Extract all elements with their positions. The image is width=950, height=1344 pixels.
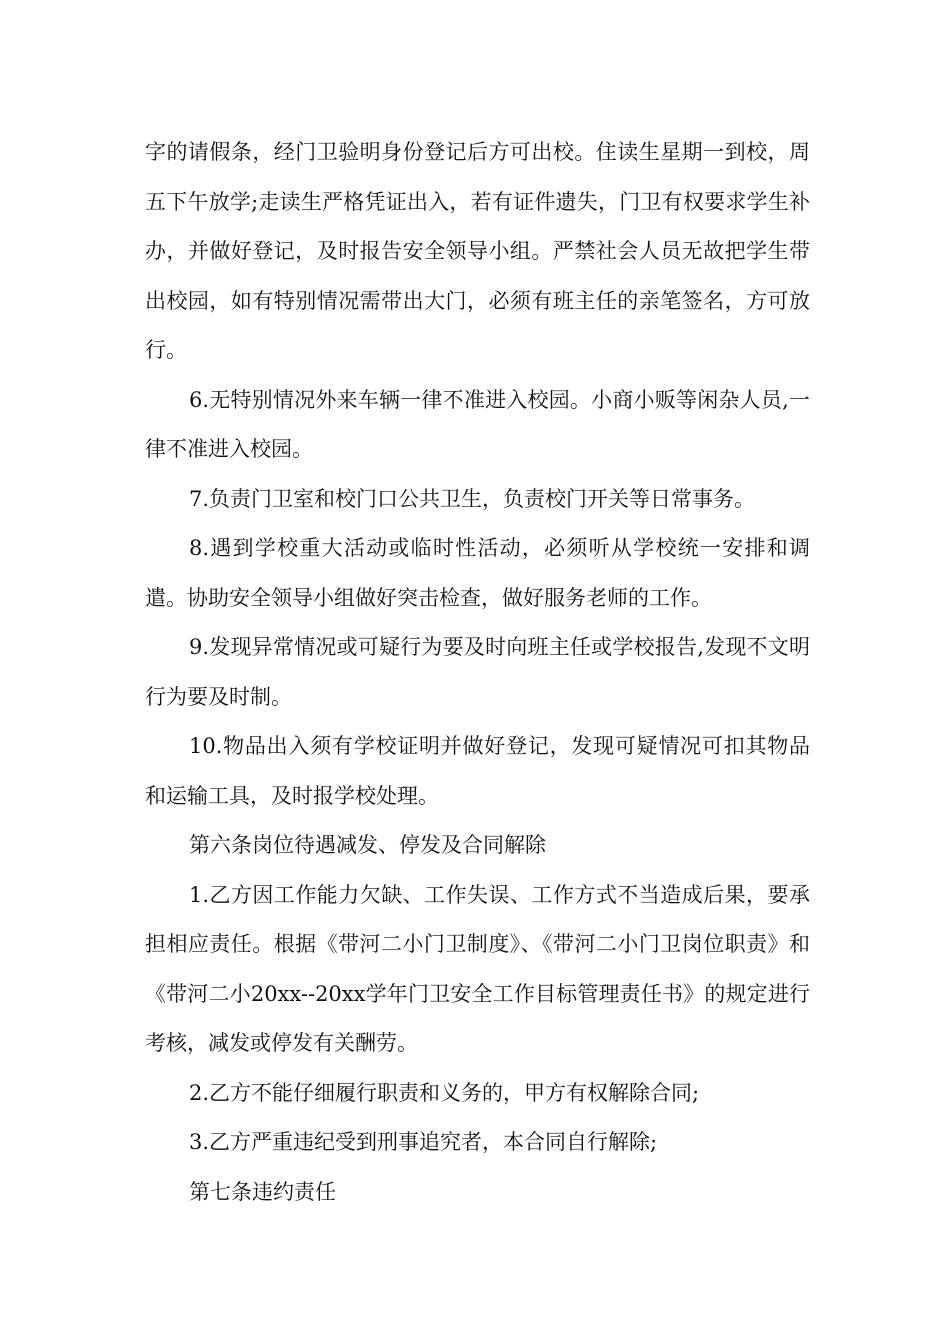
paragraph-item-10: 10.物品出入须有学校证明并做好登记，发现可疑情况可扣其物品和运输工具，及时报学校处理。 — [145, 734, 810, 808]
paragraph-item-7: 7.负责门卫室和校门口公共卫生，负责校门开关等日常事务。 — [189, 486, 756, 511]
paragraph-item-9: 9.发现异常情况或可疑行为要及时向班主任或学校报告,发现不文明行为要及时制。 — [145, 635, 810, 709]
paragraph-item-6: 6.无特别情况外来车辆一律不准进入校园。小商小贩等闲杂人员,一律不准进入校园。 — [145, 387, 810, 461]
paragraph-item-8: 8.遇到学校重大活动或临时性活动，必须听从学校统一安排和调遣。协助安全领导小组做好突击检查，做好服务老师的工作。 — [145, 536, 810, 610]
paragraph-continuation: 字的请假条，经门卫验明身份登记后方可出校。住读生星期一到校，周五下午放学;走读生严格凭证出入，若有证件遗失，门卫有权要求学生补办，并做好登记，及时报告安全领导小组。严禁社会人员无故把学生带出校园，如有特别情况需带出大门，必须有班主任的亲笔签名，方可放行。 — [145, 140, 810, 362]
section-heading-article-7: 第七条违约责任 — [189, 1179, 336, 1204]
paragraph-article-6-item-2: 2.乙方不能仔细履行职责和义务的，甲方有权解除合同; — [189, 1080, 700, 1105]
document-body — [145, 128, 810, 1217]
section-heading-article-6: 第六条岗位待遇减发、停发及合同解除 — [189, 833, 546, 857]
paragraph-article-6-item-3: 3.乙方严重违纪受到刑事追究者，本合同自行解除; — [189, 1130, 658, 1154]
paragraph-article-6-item-1: 1.乙方因工作能力欠缺、工作失误、工作方式不当造成后果，要承担相应责任。根据《带河二小门卫制度》、《带河二小门卫岗位职责》和《带河二小20xx--20xx学年门卫安全工作目标管理责任书》的规定进行考核，减发或停发有关酬劳。 — [145, 882, 810, 1055]
